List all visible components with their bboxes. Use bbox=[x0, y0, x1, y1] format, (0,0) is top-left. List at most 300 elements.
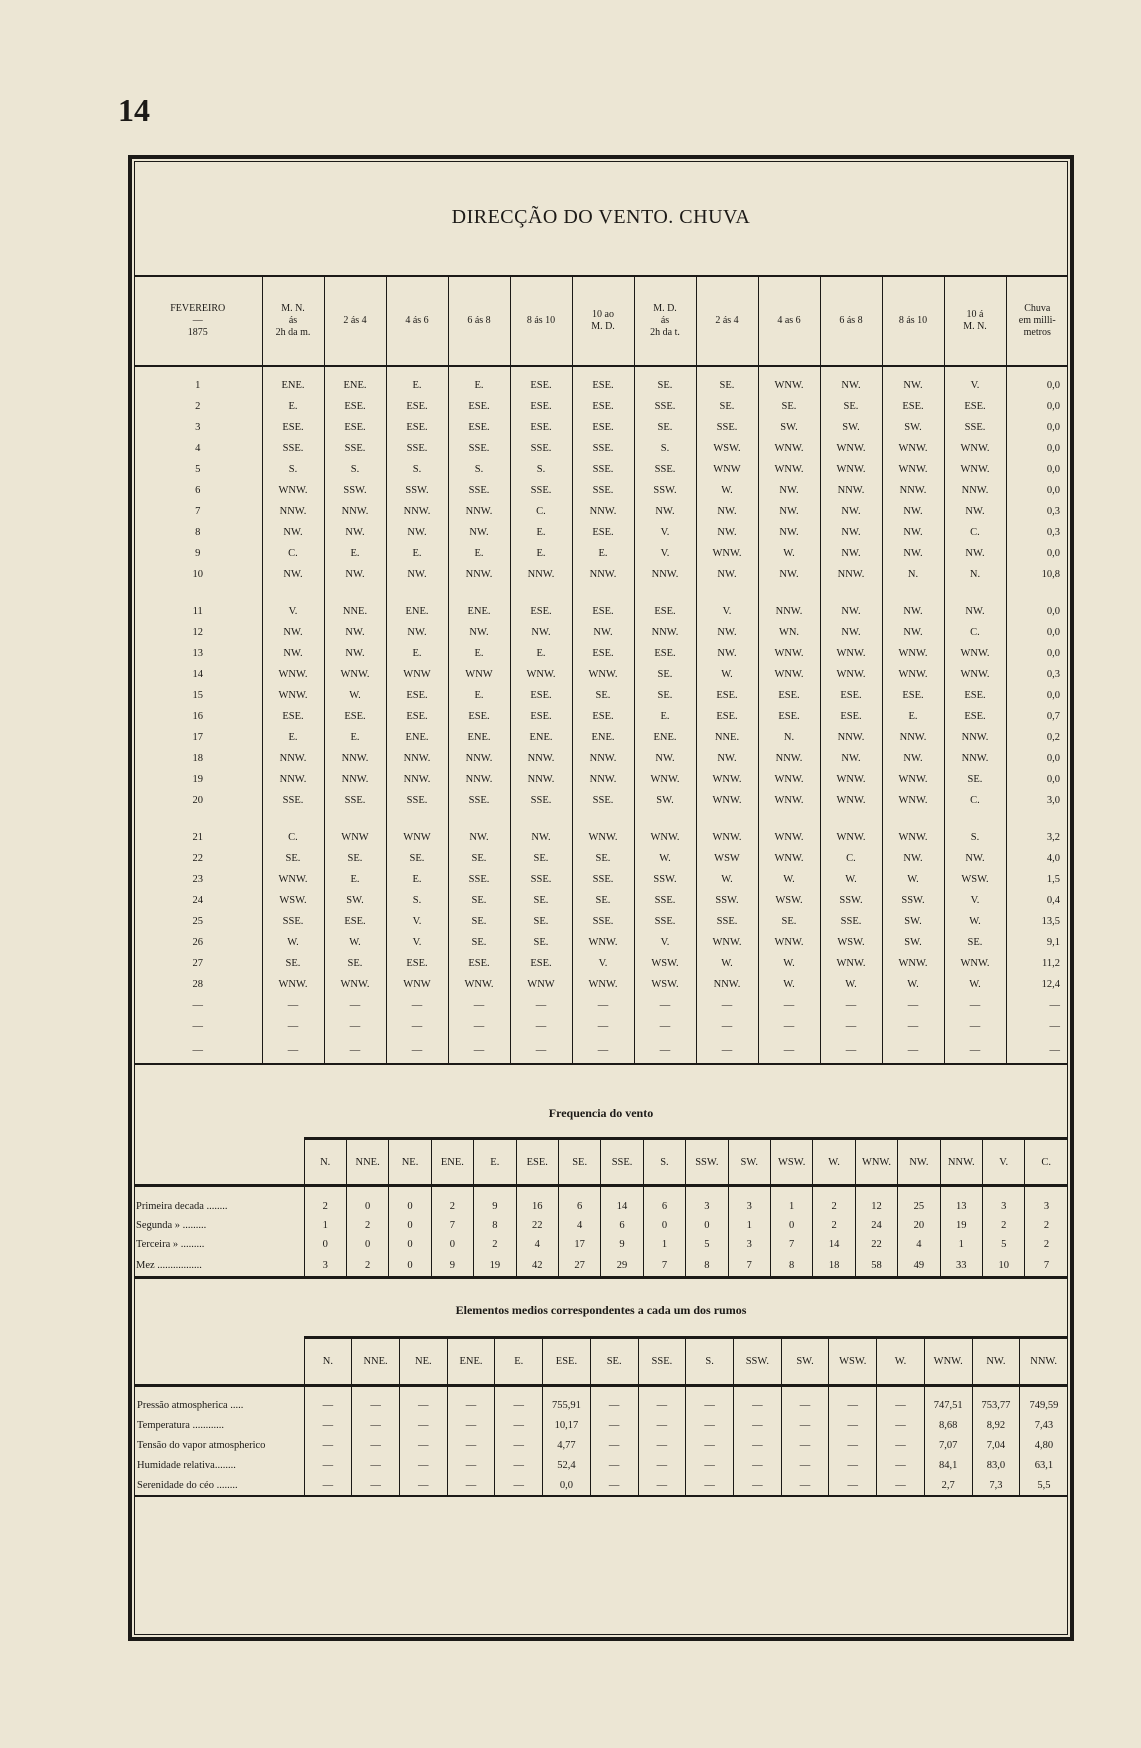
wind-cell: SSE. bbox=[448, 438, 510, 459]
element-cell: — bbox=[877, 1386, 925, 1416]
day-cell: 13 bbox=[192, 648, 203, 659]
wind-cell: WNW. bbox=[324, 664, 386, 685]
wind-cell: ESE. bbox=[386, 706, 448, 727]
wind-cell: E. bbox=[448, 366, 510, 396]
element-cell: — bbox=[733, 1475, 781, 1496]
wind-cell: WNW. bbox=[820, 811, 882, 848]
rain-cell: 0,0 bbox=[1006, 396, 1068, 417]
frequency-cell: 7 bbox=[643, 1254, 685, 1278]
wind-cell: SSE. bbox=[510, 790, 572, 811]
day-cell: 21 bbox=[192, 832, 203, 843]
period-header-line: M. N. bbox=[963, 321, 987, 332]
rain-cell: 0,0 bbox=[1006, 585, 1068, 622]
day-cell: 25 bbox=[192, 916, 203, 927]
day-row bbox=[134, 664, 1068, 685]
wind-cell: W. bbox=[324, 932, 386, 953]
element-cell: — bbox=[304, 1435, 352, 1455]
frequency-table bbox=[134, 1137, 1068, 1279]
element-cell: — bbox=[686, 1455, 734, 1475]
frequency-cell: 42 bbox=[516, 1254, 558, 1278]
wind-cell: ESE. bbox=[510, 366, 572, 396]
rain-cell: 4,0 bbox=[1006, 848, 1068, 869]
frequency-cell: 20 bbox=[898, 1216, 940, 1235]
day-row bbox=[134, 396, 1068, 417]
frequency-cell: 4 bbox=[516, 1235, 558, 1254]
period-header bbox=[448, 276, 510, 366]
wind-cell: NW. bbox=[634, 748, 696, 769]
frequency-row-label: Primeira decada ........ bbox=[136, 1201, 228, 1212]
rain-cell: 3,0 bbox=[1006, 790, 1068, 811]
frequency-cell: 0 bbox=[770, 1216, 812, 1235]
wind-cell: ESE. bbox=[944, 685, 1006, 706]
wind-cell: SSE. bbox=[572, 480, 634, 501]
wind-cell: S. bbox=[510, 459, 572, 480]
month-header bbox=[134, 276, 262, 366]
wind-cell: NNW. bbox=[262, 501, 324, 522]
wind-cell: — bbox=[448, 995, 510, 1016]
element-cell: — bbox=[686, 1435, 734, 1455]
wind-cell: E. bbox=[386, 643, 448, 664]
wind-cell: WNW. bbox=[324, 974, 386, 995]
day-row bbox=[134, 811, 1068, 848]
day-cell: 22 bbox=[192, 853, 203, 864]
day-cell: — bbox=[192, 1021, 203, 1032]
element-row bbox=[134, 1435, 1068, 1455]
frequency-row-label: Terceira » ......... bbox=[136, 1239, 205, 1250]
period-header bbox=[696, 276, 758, 366]
wind-cell: NW. bbox=[882, 622, 944, 643]
element-cell: — bbox=[304, 1386, 352, 1416]
wind-cell: WNW. bbox=[262, 869, 324, 890]
day-cell: 12 bbox=[192, 627, 203, 638]
wind-cell: WNW. bbox=[758, 366, 820, 396]
frequency-cell: 8 bbox=[770, 1254, 812, 1278]
wind-cell: ESE. bbox=[696, 706, 758, 727]
wind-cell: NNW. bbox=[882, 727, 944, 748]
wind-cell: ENE. bbox=[386, 585, 448, 622]
wind-cell: NNW. bbox=[448, 501, 510, 522]
frequency-header bbox=[134, 1139, 1068, 1186]
wind-cell: WNW. bbox=[758, 769, 820, 790]
element-cell: — bbox=[590, 1475, 638, 1496]
wind-cell: ESE. bbox=[262, 417, 324, 438]
wind-cell: — bbox=[944, 995, 1006, 1016]
wind-cell: WSW. bbox=[634, 953, 696, 974]
wind-cell: S. bbox=[386, 459, 448, 480]
wind-cell: NNW. bbox=[820, 480, 882, 501]
wind-cell: NW. bbox=[696, 522, 758, 543]
wind-cell: NNW. bbox=[572, 501, 634, 522]
day-cell: 10 bbox=[192, 569, 203, 580]
wind-cell: S. bbox=[634, 438, 696, 459]
element-cell: 4,80 bbox=[1020, 1435, 1068, 1455]
wind-cell: E. bbox=[324, 543, 386, 564]
wind-cell: SE. bbox=[262, 953, 324, 974]
wind-cell: SE. bbox=[572, 890, 634, 911]
wind-cell: WNW. bbox=[696, 769, 758, 790]
direction-header: SW. bbox=[728, 1139, 770, 1186]
wind-cell: WNW. bbox=[572, 811, 634, 848]
wind-cell: NNE. bbox=[696, 727, 758, 748]
wind-cell: V. bbox=[262, 585, 324, 622]
wind-cell: WNW. bbox=[820, 438, 882, 459]
direction-header: SE. bbox=[590, 1338, 638, 1386]
wind-cell: E. bbox=[448, 685, 510, 706]
wind-cell: E. bbox=[510, 643, 572, 664]
wind-cell: NW. bbox=[324, 564, 386, 585]
rain-cell: 0,0 bbox=[1006, 685, 1068, 706]
frequency-cell: 24 bbox=[855, 1216, 897, 1235]
frequency-body bbox=[134, 1186, 1068, 1278]
element-cell: — bbox=[399, 1386, 447, 1416]
wind-cell: WNW. bbox=[758, 643, 820, 664]
element-cell: — bbox=[590, 1386, 638, 1416]
wind-cell: — bbox=[510, 1016, 572, 1037]
direction-header: SW. bbox=[781, 1338, 829, 1386]
element-cell: 5,5 bbox=[1020, 1475, 1068, 1496]
element-cell: — bbox=[352, 1415, 400, 1435]
element-cell: — bbox=[447, 1435, 495, 1455]
wind-cell: W. bbox=[758, 869, 820, 890]
wind-cell: WSW. bbox=[262, 890, 324, 911]
period-header-line: M. D. bbox=[653, 303, 677, 314]
wind-cell: — bbox=[944, 1037, 1006, 1064]
period-header-line: 4 as 6 bbox=[777, 315, 801, 326]
element-cell: 83,0 bbox=[972, 1455, 1020, 1475]
wind-cell: ESE. bbox=[510, 396, 572, 417]
period-header-line: 2h da m. bbox=[275, 327, 311, 338]
wind-cell: SSW. bbox=[696, 890, 758, 911]
wind-cell: ESE. bbox=[572, 396, 634, 417]
rain-cell: 0,0 bbox=[1006, 769, 1068, 790]
period-header-line: 2 ás 4 bbox=[715, 315, 739, 326]
wind-cell: ESE. bbox=[324, 911, 386, 932]
wind-cell: WNW. bbox=[944, 664, 1006, 685]
wind-cell: SE. bbox=[510, 932, 572, 953]
wind-cell: ESE. bbox=[572, 366, 634, 396]
frequency-cell: 49 bbox=[898, 1254, 940, 1278]
wind-cell: S. bbox=[944, 811, 1006, 848]
wind-cell: — bbox=[262, 1016, 324, 1037]
wind-cell: WNW. bbox=[944, 953, 1006, 974]
wind-cell: ESE. bbox=[386, 417, 448, 438]
wind-cell: SW. bbox=[758, 417, 820, 438]
wind-cell: SSE. bbox=[324, 790, 386, 811]
day-cell: 18 bbox=[192, 753, 203, 764]
day-cell: — bbox=[192, 1000, 203, 1011]
wind-direction-table bbox=[134, 275, 1068, 1065]
frequency-cell: 17 bbox=[558, 1235, 600, 1254]
wind-cell: WNW. bbox=[634, 769, 696, 790]
rain-cell: 0,2 bbox=[1006, 727, 1068, 748]
frequency-cell: 2 bbox=[813, 1186, 855, 1217]
element-cell: — bbox=[638, 1475, 686, 1496]
wind-cell: NNW. bbox=[696, 974, 758, 995]
wind-cell: NW. bbox=[696, 622, 758, 643]
wind-cell: ESE. bbox=[758, 706, 820, 727]
wind-cell: WNW. bbox=[758, 811, 820, 848]
wind-cell: E. bbox=[510, 543, 572, 564]
wind-cell: WSW. bbox=[944, 869, 1006, 890]
element-cell: — bbox=[447, 1415, 495, 1435]
rain-cell: — bbox=[1006, 995, 1068, 1016]
wind-cell: W. bbox=[944, 974, 1006, 995]
day-row bbox=[134, 932, 1068, 953]
element-cell: — bbox=[447, 1455, 495, 1475]
wind-cell: — bbox=[944, 1016, 1006, 1037]
element-cell: 753,77 bbox=[972, 1386, 1020, 1416]
wind-cell: NW. bbox=[882, 366, 944, 396]
frequency-cell: 0 bbox=[389, 1216, 431, 1235]
wind-cell: NW. bbox=[820, 585, 882, 622]
wind-cell: W. bbox=[696, 664, 758, 685]
frequency-cell: 9 bbox=[431, 1254, 473, 1278]
wind-cell: SSE. bbox=[820, 911, 882, 932]
wind-cell: SE. bbox=[448, 932, 510, 953]
wind-cell: SE. bbox=[572, 848, 634, 869]
wind-cell: SW. bbox=[634, 790, 696, 811]
wind-cell: SSE. bbox=[634, 396, 696, 417]
frequency-cell: 0 bbox=[389, 1254, 431, 1278]
element-cell: 84,1 bbox=[924, 1455, 972, 1475]
wind-cell: WNW bbox=[386, 664, 448, 685]
wind-cell: SSW. bbox=[386, 480, 448, 501]
element-cell: — bbox=[590, 1415, 638, 1435]
wind-cell: NNW. bbox=[572, 564, 634, 585]
wind-cell: W. bbox=[324, 685, 386, 706]
wind-cell: WNW. bbox=[696, 932, 758, 953]
wind-table-body bbox=[134, 366, 1068, 1064]
element-row-label: Humidade relativa........ bbox=[137, 1459, 236, 1471]
elements-title: Elementos medios correspondentes a cada um dos rumos bbox=[455, 1303, 747, 1317]
wind-cell: V. bbox=[386, 932, 448, 953]
wind-cell: NW. bbox=[324, 643, 386, 664]
day-cell: 17 bbox=[192, 732, 203, 743]
wind-cell: ESE. bbox=[944, 706, 1006, 727]
wind-cell: ENE. bbox=[262, 366, 324, 396]
wind-cell: C. bbox=[820, 848, 882, 869]
wind-cell: WNW. bbox=[758, 790, 820, 811]
wind-cell: WNW. bbox=[882, 438, 944, 459]
direction-header: S. bbox=[643, 1139, 685, 1186]
wind-cell: SSE. bbox=[510, 869, 572, 890]
rain-cell: 0,0 bbox=[1006, 643, 1068, 664]
element-cell: 7,07 bbox=[924, 1435, 972, 1455]
wind-cell: WNW. bbox=[572, 932, 634, 953]
wind-cell: WNW. bbox=[820, 664, 882, 685]
frequency-row bbox=[134, 1254, 1068, 1278]
element-cell: 8,92 bbox=[972, 1415, 1020, 1435]
wind-cell: NW. bbox=[324, 622, 386, 643]
direction-header: ENE. bbox=[447, 1338, 495, 1386]
day-cell: 24 bbox=[192, 895, 203, 906]
wind-cell: ESE. bbox=[448, 396, 510, 417]
rain-cell: 1,5 bbox=[1006, 869, 1068, 890]
wind-cell: SSE. bbox=[262, 911, 324, 932]
wind-cell: WSW. bbox=[758, 890, 820, 911]
wind-cell: SSE. bbox=[572, 459, 634, 480]
frequency-cell: 18 bbox=[813, 1254, 855, 1278]
wind-cell: — bbox=[758, 1037, 820, 1064]
wind-cell: — bbox=[820, 1037, 882, 1064]
element-cell: — bbox=[877, 1415, 925, 1435]
frequency-cell: 2 bbox=[346, 1254, 388, 1278]
wind-cell: NW. bbox=[696, 748, 758, 769]
wind-cell: WNW. bbox=[696, 811, 758, 848]
wind-cell: — bbox=[882, 995, 944, 1016]
element-cell: 7,43 bbox=[1020, 1415, 1068, 1435]
element-cell: — bbox=[781, 1435, 829, 1455]
wind-cell: E. bbox=[448, 643, 510, 664]
wind-cell: W. bbox=[882, 974, 944, 995]
wind-cell: WNW. bbox=[944, 459, 1006, 480]
wind-cell: SE. bbox=[696, 396, 758, 417]
frequency-cell: 2 bbox=[346, 1216, 388, 1235]
day-row bbox=[134, 995, 1068, 1016]
frequency-cell: 3 bbox=[304, 1254, 346, 1278]
wind-cell: NW. bbox=[262, 622, 324, 643]
wind-cell: NW. bbox=[820, 543, 882, 564]
day-cell: 9 bbox=[195, 548, 201, 559]
wind-cell: WNW bbox=[386, 811, 448, 848]
direction-header: N. bbox=[304, 1139, 346, 1186]
rain-cell: 0,0 bbox=[1006, 543, 1068, 564]
wind-cell: W. bbox=[758, 953, 820, 974]
wind-cell: NW. bbox=[758, 522, 820, 543]
wind-cell: NNW. bbox=[510, 748, 572, 769]
wind-cell: ESE. bbox=[572, 417, 634, 438]
wind-cell: C. bbox=[944, 522, 1006, 543]
wind-cell: — bbox=[696, 995, 758, 1016]
wind-cell: SSE. bbox=[448, 869, 510, 890]
wind-cell: W. bbox=[634, 848, 696, 869]
wind-cell: NNW. bbox=[758, 585, 820, 622]
day-row bbox=[134, 790, 1068, 811]
wind-cell: NW. bbox=[386, 522, 448, 543]
wind-cell: ESE. bbox=[448, 417, 510, 438]
wind-cell: ESE. bbox=[448, 953, 510, 974]
direction-header: N. bbox=[304, 1338, 352, 1386]
wind-cell: — bbox=[324, 1037, 386, 1064]
element-cell: — bbox=[829, 1475, 877, 1496]
day-row bbox=[134, 622, 1068, 643]
wind-cell: — bbox=[448, 1037, 510, 1064]
element-cell: 4,77 bbox=[543, 1435, 591, 1455]
frequency-cell: 14 bbox=[813, 1235, 855, 1254]
wind-cell: SSE. bbox=[572, 790, 634, 811]
wind-cell: WNW. bbox=[820, 643, 882, 664]
wind-cell: NNW. bbox=[448, 769, 510, 790]
wind-cell: WNW. bbox=[758, 932, 820, 953]
day-row bbox=[134, 685, 1068, 706]
wind-cell: ESE. bbox=[510, 953, 572, 974]
frequency-cell: 2 bbox=[813, 1216, 855, 1235]
wind-cell: V. bbox=[634, 932, 696, 953]
frequency-cell: 0 bbox=[304, 1235, 346, 1254]
wind-cell: NW. bbox=[944, 543, 1006, 564]
wind-cell: ESE. bbox=[324, 396, 386, 417]
wind-cell: E. bbox=[448, 543, 510, 564]
day-row bbox=[134, 459, 1068, 480]
wind-cell: ESE. bbox=[820, 685, 882, 706]
frequency-cell: 10 bbox=[983, 1254, 1025, 1278]
day-row bbox=[134, 769, 1068, 790]
wind-cell: WNW bbox=[324, 811, 386, 848]
wind-cell: C. bbox=[944, 622, 1006, 643]
period-header-line: metros bbox=[1023, 327, 1051, 338]
wind-cell: SSE. bbox=[634, 890, 696, 911]
frequency-row-label: Mez ................. bbox=[134, 1254, 304, 1278]
element-row-label: Serenidade do céo ........ bbox=[134, 1475, 304, 1496]
wind-cell: — bbox=[634, 1037, 696, 1064]
day-row bbox=[134, 953, 1068, 974]
rain-cell: 0,3 bbox=[1006, 501, 1068, 522]
period-header bbox=[262, 276, 324, 366]
wind-cell: WNW. bbox=[882, 769, 944, 790]
direction-header: SSW. bbox=[686, 1139, 728, 1186]
direction-header: V. bbox=[983, 1139, 1025, 1186]
wind-cell: N. bbox=[758, 727, 820, 748]
wind-table-header bbox=[134, 276, 1068, 366]
rain-cell: 12,4 bbox=[1006, 974, 1068, 995]
direction-header: SSE. bbox=[601, 1139, 643, 1186]
wind-cell: NW. bbox=[510, 811, 572, 848]
element-cell: — bbox=[733, 1435, 781, 1455]
direction-header: NW. bbox=[972, 1338, 1020, 1386]
wind-cell: WNW. bbox=[262, 685, 324, 706]
wind-cell: NNW. bbox=[262, 769, 324, 790]
wind-cell: SE. bbox=[634, 664, 696, 685]
wind-cell: E. bbox=[324, 869, 386, 890]
wind-cell: W. bbox=[820, 974, 882, 995]
wind-cell: NNW. bbox=[882, 480, 944, 501]
wind-cell: WNW. bbox=[758, 438, 820, 459]
wind-cell: E. bbox=[572, 543, 634, 564]
frequency-cell: 22 bbox=[855, 1235, 897, 1254]
direction-header: ESE. bbox=[543, 1338, 591, 1386]
wind-cell: W. bbox=[696, 869, 758, 890]
period-header bbox=[634, 276, 696, 366]
frequency-cell: 0 bbox=[643, 1216, 685, 1235]
element-cell: — bbox=[352, 1435, 400, 1455]
wind-cell: NW. bbox=[448, 522, 510, 543]
period-header-line: 2h da t. bbox=[650, 327, 680, 338]
element-cell: 749,59 bbox=[1020, 1386, 1068, 1416]
frequency-cell: 0 bbox=[346, 1235, 388, 1254]
element-row-label: Pressão atmospherica ..... bbox=[137, 1399, 244, 1411]
wind-cell: SSW. bbox=[820, 890, 882, 911]
element-cell: 0,0 bbox=[543, 1475, 591, 1496]
direction-header: WNW. bbox=[855, 1139, 897, 1186]
frequency-cell: 27 bbox=[558, 1254, 600, 1278]
element-cell: 755,91 bbox=[543, 1386, 591, 1416]
wind-cell: — bbox=[262, 1037, 324, 1064]
element-cell: — bbox=[352, 1386, 400, 1416]
period-header-line: M. N. bbox=[281, 303, 305, 314]
wind-cell: W. bbox=[820, 869, 882, 890]
wind-cell: SSE. bbox=[324, 438, 386, 459]
day-cell: 16 bbox=[192, 711, 203, 722]
element-cell: — bbox=[495, 1455, 543, 1475]
wind-cell: ESE. bbox=[510, 706, 572, 727]
frequency-cell: 2 bbox=[1025, 1235, 1068, 1254]
wind-cell: SSE. bbox=[386, 790, 448, 811]
period-header bbox=[944, 276, 1006, 366]
wind-cell: V. bbox=[634, 543, 696, 564]
period-header-line: ás bbox=[660, 315, 670, 326]
wind-cell: — bbox=[696, 1037, 758, 1064]
day-cell: 23 bbox=[192, 874, 203, 885]
